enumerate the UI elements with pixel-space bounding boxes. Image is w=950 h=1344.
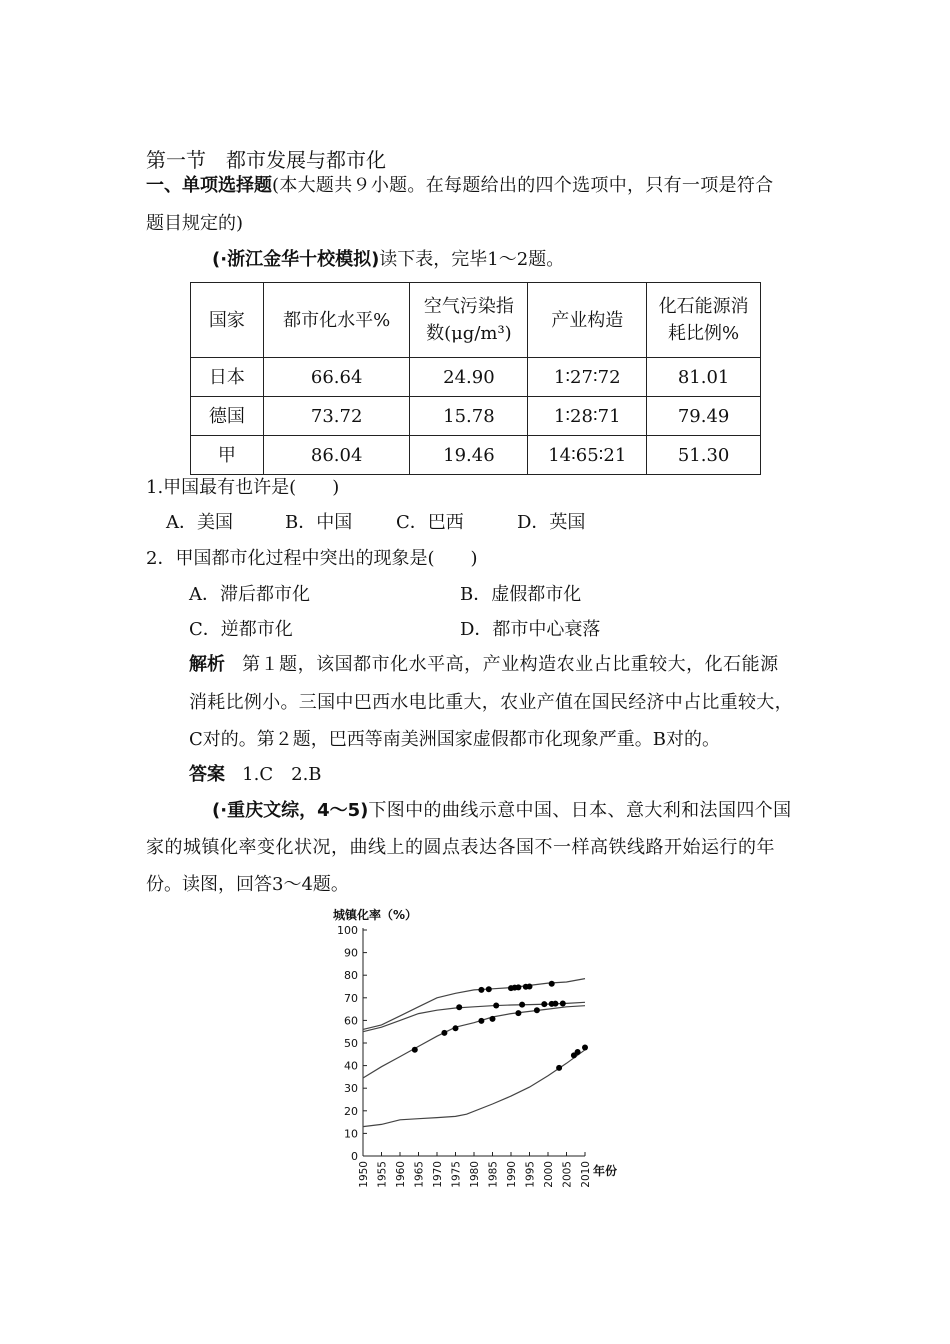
y-tick-label: 60: [344, 1014, 358, 1028]
series-point: [490, 1016, 496, 1022]
q34-intro-line1: [212, 802, 792, 820]
series-point: [541, 1001, 547, 1007]
section-title: 第一节 都市发展与都市化: [146, 148, 386, 172]
header-fossil-energy-l2: 耗比例%: [668, 323, 740, 344]
header-fossil-energy-l1: 化石能源消: [658, 296, 749, 317]
q12-intro-line: [212, 251, 564, 269]
series-point: [582, 1045, 588, 1051]
series-point: [441, 1030, 447, 1036]
analysis-label: 解析: [189, 654, 225, 675]
series-point: [552, 1001, 558, 1007]
analysis-line2: 消耗比例小。三国中巴西水电比重大，农业产值在国民经济中占比重较大，: [189, 692, 793, 713]
part1-note-line1: (本大题共９小题。在每题给出的四个选项中，只有一项是符合: [272, 175, 774, 196]
table-row: [191, 436, 761, 475]
y-tick-label: 40: [344, 1059, 358, 1073]
q12-intro: 读下表，完毕1～2题。: [379, 249, 565, 270]
table-cell: 德国: [191, 397, 264, 436]
series-point: [549, 981, 555, 987]
table-cell: 1∶28∶71: [528, 397, 647, 436]
x-tick-label: 1970: [432, 1161, 444, 1188]
table-row: [191, 358, 761, 397]
header-air-pollution: [410, 283, 528, 358]
table-row: [191, 397, 761, 436]
q2-option-d: D．都市中心衰落: [460, 619, 601, 640]
part1-heading: 一、单项选择题: [146, 175, 272, 196]
series-point: [519, 1002, 525, 1008]
series-point: [534, 1007, 540, 1013]
table-cell: 15.78: [410, 397, 528, 436]
y-axis-label: 城镇化率（%）: [333, 908, 418, 922]
x-tick-label: 2010: [580, 1161, 592, 1188]
x-tick-label: 2005: [561, 1161, 574, 1188]
answer-label: 答案: [189, 764, 225, 785]
answer-line: [189, 766, 322, 784]
q1-stem: 1.甲国最有也许是( ): [146, 477, 340, 498]
q34-intro-line3: 份。读图，回答3～4题。: [146, 874, 349, 895]
analysis-line3: C对的。第２题，巴西等南美洲国家虚假都市化现象严重。B对的。: [189, 729, 720, 750]
series-point: [515, 1010, 521, 1016]
answer-text: 1.C 2.B: [242, 764, 322, 785]
series-point: [527, 984, 533, 990]
urbanization-chart: [320, 905, 620, 1195]
header-industry: 产业构造: [528, 283, 647, 358]
y-tick-label: 0: [351, 1150, 358, 1163]
x-tick-label: 1955: [376, 1161, 389, 1188]
q1-option-d: D．英国: [517, 512, 586, 533]
x-tick-label: 2000: [543, 1161, 555, 1188]
table-cell: 73.72: [263, 397, 410, 436]
q2-stem: 2．甲国都市化过程中突出的现象是( ): [146, 548, 478, 569]
x-tick-label: 1950: [358, 1161, 370, 1188]
header-fossil-energy: [647, 283, 761, 358]
table-cell: 甲: [191, 436, 264, 475]
table-cell: 66.64: [263, 358, 410, 397]
y-tick-label: 100: [337, 924, 358, 937]
x-axis-label: 年份: [593, 1164, 618, 1178]
q34-source: (·重庆文综，4～5): [212, 800, 369, 821]
y-tick-label: 90: [344, 946, 358, 960]
y-tick-label: 20: [344, 1104, 358, 1118]
series-point: [478, 987, 484, 993]
q1-option-b: B．中国: [285, 512, 353, 533]
table-cell: 51.30: [647, 436, 761, 475]
part1-heading-line: [146, 177, 773, 195]
y-tick-label: 30: [344, 1082, 358, 1096]
y-tick-label: 70: [344, 991, 358, 1005]
series-point: [456, 1004, 462, 1010]
y-tick-label: 10: [344, 1127, 358, 1141]
table-cell: 19.46: [410, 436, 528, 475]
table-cell: 81.01: [647, 358, 761, 397]
analysis-line1: [189, 656, 779, 674]
data-table: [190, 282, 761, 475]
table-cell: 24.90: [410, 358, 528, 397]
y-tick-label: 50: [344, 1037, 358, 1050]
q2-option-c: C．逆都市化: [189, 619, 293, 640]
part1-note-line2: 题目规定的): [146, 213, 244, 234]
x-tick-label: 1980: [469, 1161, 481, 1188]
x-tick-label: 1985: [487, 1161, 500, 1188]
series-line-3: [363, 1006, 585, 1078]
header-air-pollution-l2: 数(μg/m³): [426, 323, 512, 344]
series-point: [412, 1047, 418, 1053]
q2-option-a: A．滞后都市化: [189, 584, 310, 605]
series-point: [478, 1018, 484, 1024]
series-point: [453, 1025, 459, 1031]
table-cell: 1∶27∶72: [528, 358, 647, 397]
header-urbanization: 都市化水平%: [263, 283, 410, 358]
q12-source: (·浙江金华十校模拟): [212, 249, 380, 270]
table-cell: 79.49: [647, 397, 761, 436]
x-tick-label: 1990: [506, 1161, 518, 1188]
header-country: 国家: [191, 283, 264, 358]
table-cell: 14∶65∶21: [528, 436, 647, 475]
table-cell: 86.04: [263, 436, 410, 475]
q2-option-b: B．虚假都市化: [460, 584, 582, 605]
series-point: [493, 1002, 499, 1008]
analysis-text-1: 第１题，该国都市化水平高，产业构造农业占比重较大，化石能源: [242, 654, 779, 675]
x-tick-label: 1960: [395, 1161, 407, 1188]
series-point: [560, 1000, 566, 1006]
series-line-4: [363, 1050, 585, 1127]
q1-option-a: A．美国: [166, 512, 233, 533]
q1-option-c: C．巴西: [396, 512, 464, 533]
header-air-pollution-l1: 空气污染指: [423, 296, 514, 317]
q34-text-1: 下图中的曲线示意中国、日本、意大利和法国四个国: [368, 800, 792, 821]
series-point: [486, 986, 492, 992]
x-tick-label: 1975: [450, 1161, 463, 1188]
series-point: [515, 984, 521, 990]
table-cell: 日本: [191, 358, 264, 397]
q34-intro-line2: 家的城镇化率变化状况，曲线上的圆点表达各国不一样高铁线路开始运行的年: [146, 837, 775, 858]
series-point: [556, 1065, 562, 1071]
series-point: [575, 1049, 581, 1055]
y-tick-label: 80: [344, 969, 358, 983]
x-tick-label: 1965: [413, 1161, 426, 1188]
x-tick-label: 1995: [524, 1161, 537, 1188]
table-header-row: [191, 283, 761, 358]
